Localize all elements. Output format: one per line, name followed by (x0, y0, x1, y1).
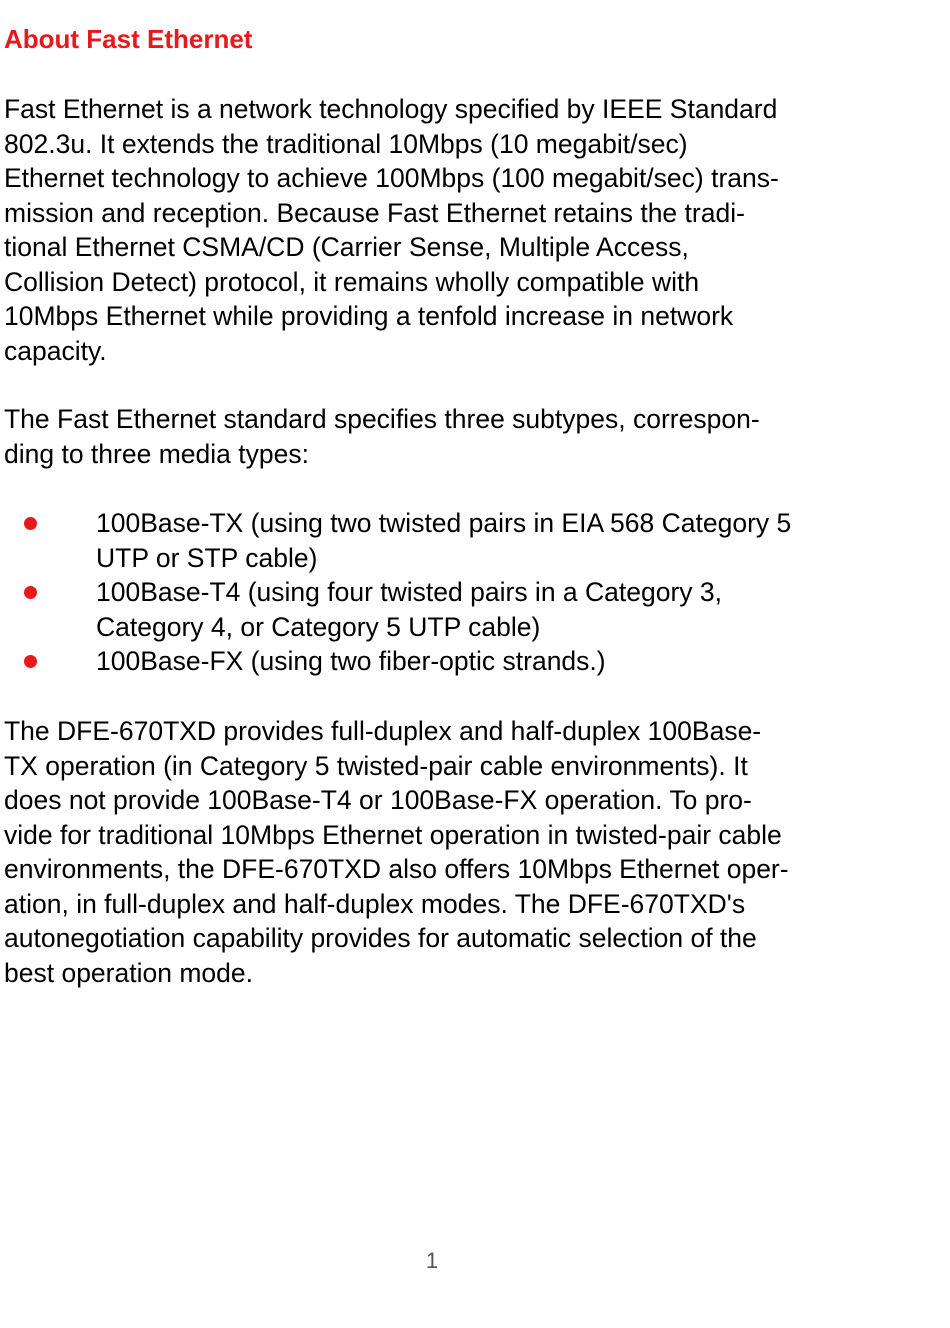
text-line: does not provide 100Base-T4 or 100Base-FX operation. To pro- (4, 785, 752, 815)
text-line: mission and reception. Because Fast Ethernet retains the tradi- (4, 197, 745, 228)
paragraph-subtypes (4, 402, 760, 471)
text-line: UTP or STP cable) (96, 542, 318, 573)
list-item (4, 506, 791, 575)
text-line: 100Base-FX (using two fiber-optic strands.) (96, 646, 606, 676)
text-line: tional Ethernet CSMA/CD (Carrier Sense, Multiple Access, (4, 232, 689, 262)
text-line: capacity. (4, 335, 107, 366)
text-line: 100Base-T4 (using four twisted pairs in a Category 3, (96, 577, 723, 607)
text-line: 802.3u. It extends the traditional 10Mbps (10 megabit/sec) (4, 128, 688, 159)
text-line: best operation mode. (4, 957, 253, 988)
bullet-icon (24, 517, 37, 530)
text-line: Fast Ethernet is a network technology specified by IEEE Standard (4, 94, 778, 124)
text-line: ation, in full-duplex and half-duplex modes. The DFE-670TXD's (4, 888, 746, 919)
bullet-icon (24, 586, 37, 599)
text-line: 10Mbps Ethernet while providing a tenfold increase in network (4, 301, 734, 331)
text-line: The DFE-670TXD provides full-duplex and half-duplex 100Base- (4, 716, 762, 746)
list-item (4, 575, 791, 644)
text-line: 100Base-TX (using two twisted pairs in EIA 568 Category 5 (96, 508, 792, 538)
text-line: vide for traditional 10Mbps Ethernet operation in twisted-pair cable (4, 819, 782, 850)
bullet-icon (24, 655, 37, 668)
media-types-list (4, 506, 791, 679)
text-line: autonegotiation capability provides for automatic selection of the (4, 923, 757, 953)
text-line: Collision Detect) protocol, it remains wholly compatible with (4, 266, 700, 297)
text-line: ding to three media types: (4, 438, 309, 469)
text-line: TX operation (in Category 5 twisted-pair cable environments). It (4, 750, 748, 781)
paragraph-intro (4, 92, 779, 368)
page-number: 1 (425, 1248, 439, 1273)
list-item (4, 644, 791, 679)
paragraph-dfe670txd (4, 714, 789, 990)
text-line: Category 4, or Category 5 UTP cable) (96, 611, 541, 642)
text-line: Ethernet technology to achieve 100Mbps (100 megabit/sec) trans- (4, 163, 779, 193)
page-heading: About Fast Ethernet (4, 24, 253, 54)
text-line: environments, the DFE-670TXD also offers 10Mbps Ethernet oper- (4, 854, 789, 884)
text-line: The Fast Ethernet standard specifies three subtypes, correspon- (4, 404, 760, 434)
